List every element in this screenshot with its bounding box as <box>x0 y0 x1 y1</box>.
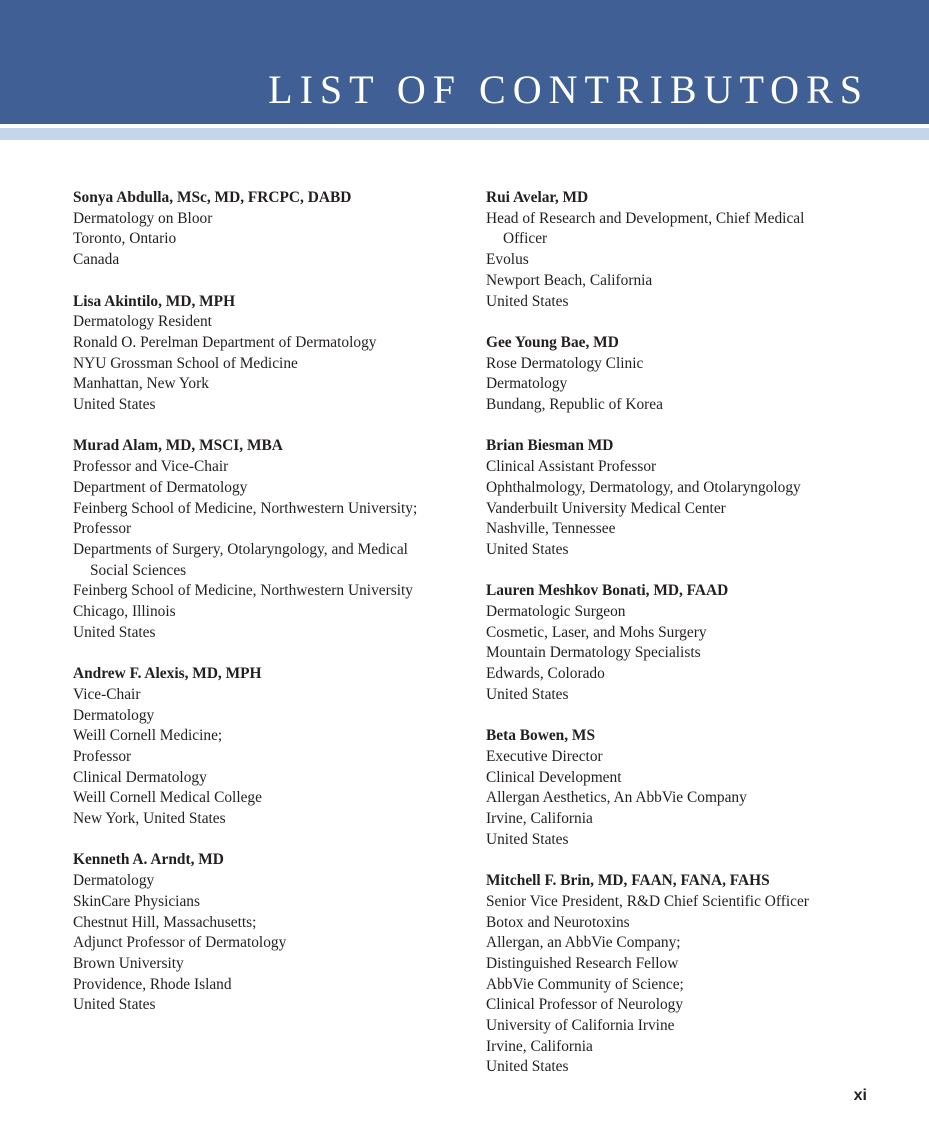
contributor-affiliation-line: Professor and Vice-Chair <box>73 458 229 476</box>
contributor-name: Sonya Abdulla, MSc, MD, FRCPC, DABD <box>73 189 352 206</box>
contributor-affiliation-line: Ophthalmology, Dermatology, and Otolaryngology <box>486 478 801 496</box>
contributor-affiliation-line: Weill Cornell Medical College <box>73 789 262 807</box>
contributor-affiliation-line: Nashville, Tennessee <box>486 520 616 538</box>
contributor-name: Kenneth A. Arndt, MD <box>73 851 224 869</box>
contributor-name: Andrew F. Alexis, MD, MPH <box>73 665 262 683</box>
contributor-affiliation-line: Providence, Rhode Island <box>73 975 232 993</box>
contributor-name: Beta Bowen, MS <box>486 727 596 745</box>
contributor-affiliation-line: Newport Beach, California <box>486 271 653 289</box>
contributor-entry <box>486 581 906 705</box>
contributor-entry <box>73 436 465 643</box>
contributor-affiliation-line: Vanderbuilt University Medical Center <box>486 499 726 517</box>
contributor-affiliation-line: Social Sciences <box>90 561 187 579</box>
contributor-affiliation-line: United States <box>73 396 156 414</box>
contributor-affiliation-line: Dermatology on Bloor <box>73 209 213 227</box>
contributor-name: Murad Alam, MD, MSCI, MBA <box>73 437 283 455</box>
contributor-affiliation-line: Clinical Dermatology <box>73 768 207 786</box>
contributor-affiliation-line: Dermatology <box>486 375 568 393</box>
contributor-affiliation-line: United States <box>73 623 156 641</box>
contributor-affiliation-line: Dermatology Resident <box>73 313 212 331</box>
contributor-affiliation-line: Departments of Surgery, Otolaryngology, and Medical <box>73 540 408 558</box>
contributor-affiliation-line: Senior Vice President, R&D Chief Scientific Officer <box>486 892 809 910</box>
contributor-affiliation-line: Feinberg School of Medicine, Northwestern University; <box>73 499 418 517</box>
contributor-affiliation-line: Brown University <box>73 954 184 972</box>
contributor-affiliation-line: Weill Cornell Medicine; <box>73 727 223 745</box>
contributor-name: Gee Young Bae, MD <box>486 333 619 351</box>
contributor-affiliation-line: Cosmetic, Laser, and Mohs Surgery <box>486 623 707 641</box>
contributor-affiliation-line: Chestnut Hill, Massachusetts; <box>73 913 257 931</box>
contributor-affiliation-line: Vice-Chair <box>73 685 141 703</box>
contributor-affiliation-line: Manhattan, New York <box>73 375 209 393</box>
contributor-entry <box>73 664 465 830</box>
contributor-affiliation-line: Rose Dermatology Clinic <box>486 354 644 372</box>
contributor-affiliation-line: Department of Dermatology <box>73 478 248 496</box>
contributors-column-left <box>73 188 465 1037</box>
contributor-affiliation-line: Botox and Neurotoxins <box>486 913 630 931</box>
contributor-affiliation-line: Clinical Professor of Neurology <box>486 996 684 1014</box>
contributor-affiliation-line: Dermatology <box>73 872 155 890</box>
contributor-affiliation-line: United States <box>486 540 569 558</box>
contributor-name: Lauren Meshkov Bonati, MD, FAAD <box>486 582 729 600</box>
contributor-affiliation-line: NYU Grossman School of Medicine <box>73 354 298 372</box>
contributor-entry <box>73 188 465 271</box>
contributor-affiliation-line: Allergan Aesthetics, An AbbVie Company <box>486 789 747 807</box>
contributor-affiliation-line: Mountain Dermatology Specialists <box>486 644 701 662</box>
contributor-affiliation-line: Dermatology <box>73 706 155 724</box>
contributor-affiliation-line: Professor <box>73 747 132 765</box>
contributor-affiliation-line: New York, United States <box>73 810 226 828</box>
contributor-affiliation-line: Professor <box>73 520 132 538</box>
contributor-entry <box>486 436 906 560</box>
contributor-entry <box>73 292 465 416</box>
contributor-affiliation-line: Head of Research and Development, Chief Medical <box>486 209 805 227</box>
contributor-name: Rui Avelar, MD <box>486 189 589 206</box>
contributor-affiliation-line: Feinberg School of Medicine, Northwestern University <box>73 582 413 600</box>
contributor-entry <box>486 726 906 850</box>
contributor-name: Brian Biesman MD <box>486 437 614 455</box>
contributor-affiliation-line: Bundang, Republic of Korea <box>486 396 663 414</box>
contributors-column-right <box>486 188 906 1099</box>
header-band <box>0 0 929 124</box>
contributor-affiliation-line: Irvine, California <box>486 810 593 828</box>
contributor-affiliation-line: United States <box>486 1058 569 1076</box>
header-stripe <box>0 128 929 140</box>
contributor-affiliation-line: Edwards, Colorado <box>486 665 605 683</box>
contributor-affiliation-line: SkinCare Physicians <box>73 892 200 910</box>
contributor-entry <box>486 333 906 416</box>
contributor-affiliation-line: Clinical Development <box>486 768 622 786</box>
contributor-name: Lisa Akintilo, MD, MPH <box>73 292 236 310</box>
page-number: xi <box>853 1087 867 1104</box>
page-title: LIST OF CONTRIBUTORS <box>268 67 869 112</box>
contributor-affiliation-line: Officer <box>503 230 548 248</box>
contributor-affiliation-line: United States <box>73 996 156 1014</box>
contributor-affiliation-line: Allergan, an AbbVie Company; <box>486 934 681 952</box>
contributor-affiliation-line: Evolus <box>486 251 529 269</box>
contributor-name: Mitchell F. Brin, MD, FAAN, FANA, FAHS <box>486 872 770 890</box>
contributor-affiliation-line: Executive Director <box>486 747 603 765</box>
contributor-affiliation-line: Ronald O. Perelman Department of Dermatology <box>73 333 377 351</box>
contributor-affiliation-line: United States <box>486 685 569 703</box>
contributor-entry <box>486 871 906 1078</box>
contributor-entry <box>486 188 906 312</box>
contributor-affiliation-line: United States <box>486 292 569 310</box>
contributor-affiliation-line: Irvine, California <box>486 1037 593 1055</box>
contributor-affiliation-line: United States <box>486 830 569 848</box>
contributor-affiliation-line: Chicago, Illinois <box>73 603 176 621</box>
contributor-affiliation-line: Adjunct Professor of Dermatology <box>73 934 287 952</box>
contributor-affiliation-line: AbbVie Community of Science; <box>486 975 684 993</box>
contributor-affiliation-line: Dermatologic Surgeon <box>486 603 626 621</box>
contributor-affiliation-line: Distinguished Research Fellow <box>486 954 679 972</box>
contributor-affiliation-line: University of California Irvine <box>486 1017 675 1035</box>
contributor-affiliation-line: Clinical Assistant Professor <box>486 458 657 476</box>
contributor-affiliation-line: Canada <box>73 251 120 269</box>
contributor-entry <box>73 850 465 1016</box>
contributor-affiliation-line: Toronto, Ontario <box>73 230 177 248</box>
